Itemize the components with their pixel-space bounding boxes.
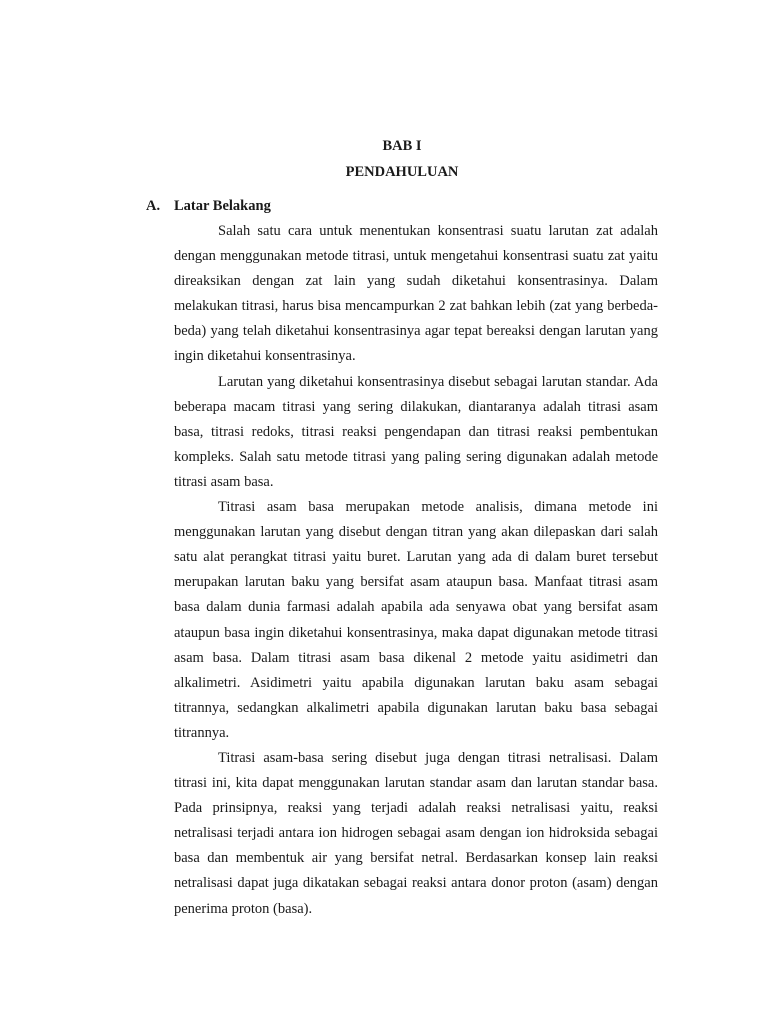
section-title: Latar Belakang xyxy=(174,198,271,214)
chapter-number: BAB I xyxy=(382,138,422,154)
paragraph-2: Larutan yang diketahui konsentrasinya disebut sebagai larutan standar. Ada beberapa macam titrasi yang sering dilakukan, diantaranya adalah titrasi asam basa, titrasi redoks, titrasi reaksi pengendapan dan titrasi reaksi pembentukan kompleks. Salah satu metode titrasi yang paling sering digunakan adalah metode titrasi asam basa. xyxy=(174,373,658,490)
section-letter: A. xyxy=(146,198,161,214)
paragraph-3: Titrasi asam basa merupakan metode analisis, dimana metode ini menggunakan larutan yang disebut dengan titran yang akan dilepaskan dari salah satu alat perangkat titrasi yaitu buret. Larutan yang ada di dalam buret tersebut merupakan larutan baku yang bersifat asam ataupun basa. Manfaat titrasi asam basa dalam dunia farmasi adalah apabila ada senyawa obat yang bersifat asam ataupun basa ingin diketahui konsentrasinya, maka dapat digunakan metode titrasi asam basa. Dalam titrasi asam basa dikenal 2 metode yaitu asidimetri dan alkalimetri. Asidimetri yaitu apabila digunakan larutan baku asam sebagai titrannya, sedangkan alkalimetri apabila digunakan larutan baku basa sebagai titrannya. xyxy=(174,499,658,741)
chapter-title: PENDAHULUAN xyxy=(345,164,459,180)
body-text xyxy=(174,219,658,922)
paragraph-4: Titrasi asam-basa sering disebut juga dengan titrasi netralisasi. Dalam titrasi ini, kita dapat menggunakan larutan standar asam dan larutan standar basa. Pada prinsipnya, reaksi yang terjadi adalah reaksi netralisasi yaitu, reaksi netralisasi terjadi antara ion hidrogen sebagai asam dengan ion hidroksida sebagai basa dan membentuk air yang bersifat netral. Berdasarkan konsep lain reaksi netralisasi dapat juga dikatakan sebagai reaksi antara donor proton (asam) dengan penerima proton (basa). xyxy=(174,749,658,917)
paragraph-1: Salah satu cara untuk menentukan konsentrasi suatu larutan zat adalah dengan menggunakan metode titrasi, untuk mengetahui konsentrasi suatu zat yaitu direaksikan dengan zat lain yang sudah diketahui konsentrasinya. Dalam melakukan titrasi, harus bisa mencampurkan 2 zat bahkan lebih (zat yang berbeda-beda) yang telah diketahui konsentrasinya agar tepat bereaksi dengan larutan yang ingin diketahui konsentrasinya. xyxy=(174,223,658,365)
section-heading xyxy=(146,196,271,216)
